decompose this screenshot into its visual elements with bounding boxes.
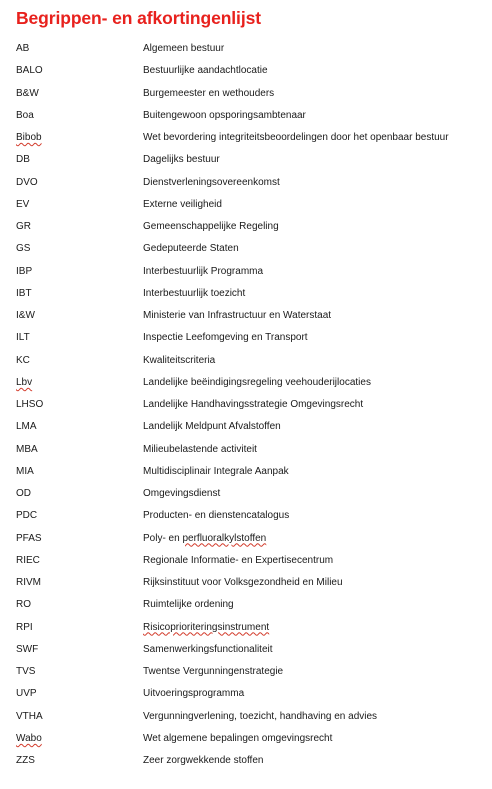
abbreviation: I&W	[16, 310, 35, 321]
definition: Buitengewoon opsporingsambtenaar	[143, 109, 306, 121]
definition: Samenwerkingsfunctionaliteit	[143, 643, 273, 655]
definition: Uitvoeringsprogramma	[143, 688, 245, 700]
glossary-row	[16, 176, 486, 198]
definition: Externe veiligheid	[143, 198, 222, 210]
glossary-row	[16, 109, 486, 131]
abbreviation: DVO	[16, 176, 38, 188]
glossary-row	[16, 309, 486, 331]
glossary-row	[16, 443, 486, 465]
abbreviation: LHSO	[16, 399, 44, 410]
definition: Gemeenschappelijke Regeling	[143, 221, 279, 232]
glossary-row	[16, 354, 486, 376]
glossary-row	[16, 710, 486, 732]
abbreviation: RIVM	[16, 577, 41, 588]
abbreviation: ZZS	[16, 755, 35, 766]
definition	[143, 621, 269, 635]
glossary-row	[16, 732, 486, 754]
glossary-row	[16, 220, 486, 242]
definition: Multidisciplinair Integrale Aanpak	[143, 465, 289, 477]
definition: Dienstverleningsovereenkomst	[143, 176, 280, 188]
abbreviation: IBT	[16, 287, 32, 299]
definition-spellcheck-flagged: perfluoralkylstoffen	[182, 532, 267, 544]
abbreviation-spellcheck-flagged: Wabo	[16, 732, 42, 744]
abbreviation: MBA	[16, 443, 38, 455]
abbreviation: OD	[16, 488, 31, 499]
glossary-row	[16, 532, 486, 554]
definition: Ruimtelijke ordening	[143, 599, 234, 611]
glossary-row	[16, 87, 486, 109]
abbreviation: PFAS	[16, 532, 42, 544]
definition: Kwaliteitscriteria	[143, 354, 216, 366]
abbreviation: B&W	[16, 87, 39, 99]
abbreviation: Boa	[16, 109, 34, 121]
definition: Omgevingsdienst	[143, 488, 221, 499]
abbreviation: GS	[16, 243, 31, 255]
abbreviation: PDC	[16, 510, 38, 522]
glossary-row	[16, 131, 486, 153]
abbreviation: VTHA	[16, 710, 43, 722]
definition: Regionale Informatie- en Expertisecentrum	[143, 554, 334, 566]
definition: Wet bevordering integriteitsbeoordelingen door het openbaar bestuur	[143, 132, 449, 143]
glossary-row	[16, 598, 486, 620]
definition-text: Poly- en	[143, 532, 183, 544]
page-title: Begrippen- en afkortingenlijst	[16, 8, 261, 28]
definition: Ministerie van Infrastructuur en Waterstaat	[143, 310, 332, 321]
abbreviation: UVP	[16, 688, 37, 700]
abbreviation: RO	[16, 599, 31, 611]
glossary-row	[16, 665, 486, 687]
abbreviation: LMA	[16, 421, 37, 433]
abbreviation-spellcheck-flagged: Bibob	[16, 132, 42, 143]
definition: Bestuurlijke aandachtlocatie	[143, 65, 268, 77]
glossary-row	[16, 509, 486, 531]
glossary-row	[16, 64, 486, 86]
glossary-row	[16, 643, 486, 665]
definition: Zeer zorgwekkende stoffen	[143, 755, 264, 766]
glossary-row	[16, 621, 486, 643]
definition: Interbestuurlijk toezicht	[143, 287, 246, 299]
glossary-row	[16, 242, 486, 264]
abbreviation: KC	[16, 354, 30, 366]
glossary-row	[16, 287, 486, 309]
abbreviation: AB	[16, 43, 30, 54]
definition: Producten- en dienstencatalogus	[143, 510, 290, 522]
abbreviation: DB	[16, 154, 30, 166]
glossary-row	[16, 331, 486, 353]
abbreviation: SWF	[16, 643, 39, 655]
definition: Landelijke beëindigingsregeling veehouderijlocaties	[143, 376, 371, 388]
definition: Gedeputeerde Staten	[143, 243, 239, 255]
definition: Interbestuurlijk Programma	[143, 265, 264, 277]
glossary-row	[16, 376, 486, 398]
glossary-row	[16, 465, 486, 487]
abbreviation: EV	[16, 198, 30, 210]
definition: Dagelijks bestuur	[143, 154, 220, 166]
definition: Algemeen bestuur	[143, 43, 225, 54]
glossary-row	[16, 398, 486, 420]
abbreviation: IBP	[16, 265, 33, 277]
glossary-list	[16, 42, 486, 776]
abbreviation: BALO	[16, 65, 43, 77]
definition: Milieubelastende activiteit	[143, 443, 257, 455]
glossary-row	[16, 265, 486, 287]
glossary-row	[16, 687, 486, 709]
glossary-row	[16, 153, 486, 175]
definition: Vergunningverlening, toezicht, handhaving en advies	[143, 710, 378, 722]
glossary-row	[16, 576, 486, 598]
definition: Twentse Vergunningenstrategie	[143, 666, 284, 677]
definition: Inspectie Leefomgeving en Transport	[143, 332, 308, 344]
glossary-row	[16, 754, 486, 776]
abbreviation-spellcheck-flagged: Lbv	[16, 376, 33, 388]
glossary-row	[16, 42, 486, 64]
definition-spellcheck-flagged: Risicoprioriteringsinstrument	[143, 621, 270, 633]
glossary-row	[16, 554, 486, 576]
glossary-row	[16, 420, 486, 442]
definition: Burgemeester en wethouders	[143, 87, 275, 99]
abbreviation: MIA	[16, 465, 34, 477]
abbreviation: ILT	[16, 332, 30, 344]
abbreviation: RIEC	[16, 554, 40, 566]
glossary-row	[16, 487, 486, 509]
definition: Landelijk Meldpunt Afvalstoffen	[143, 421, 281, 433]
abbreviation: RPI	[16, 621, 33, 633]
abbreviation: GR	[16, 221, 31, 232]
glossary-row	[16, 198, 486, 220]
definition: Rijksinstituut voor Volksgezondheid en Milieu	[143, 577, 343, 588]
definition	[143, 532, 266, 546]
definition: Landelijke Handhavingsstrategie Omgevingsrecht	[143, 399, 364, 410]
definition: Wet algemene bepalingen omgevingsrecht	[143, 732, 333, 744]
abbreviation: TVS	[16, 666, 36, 677]
